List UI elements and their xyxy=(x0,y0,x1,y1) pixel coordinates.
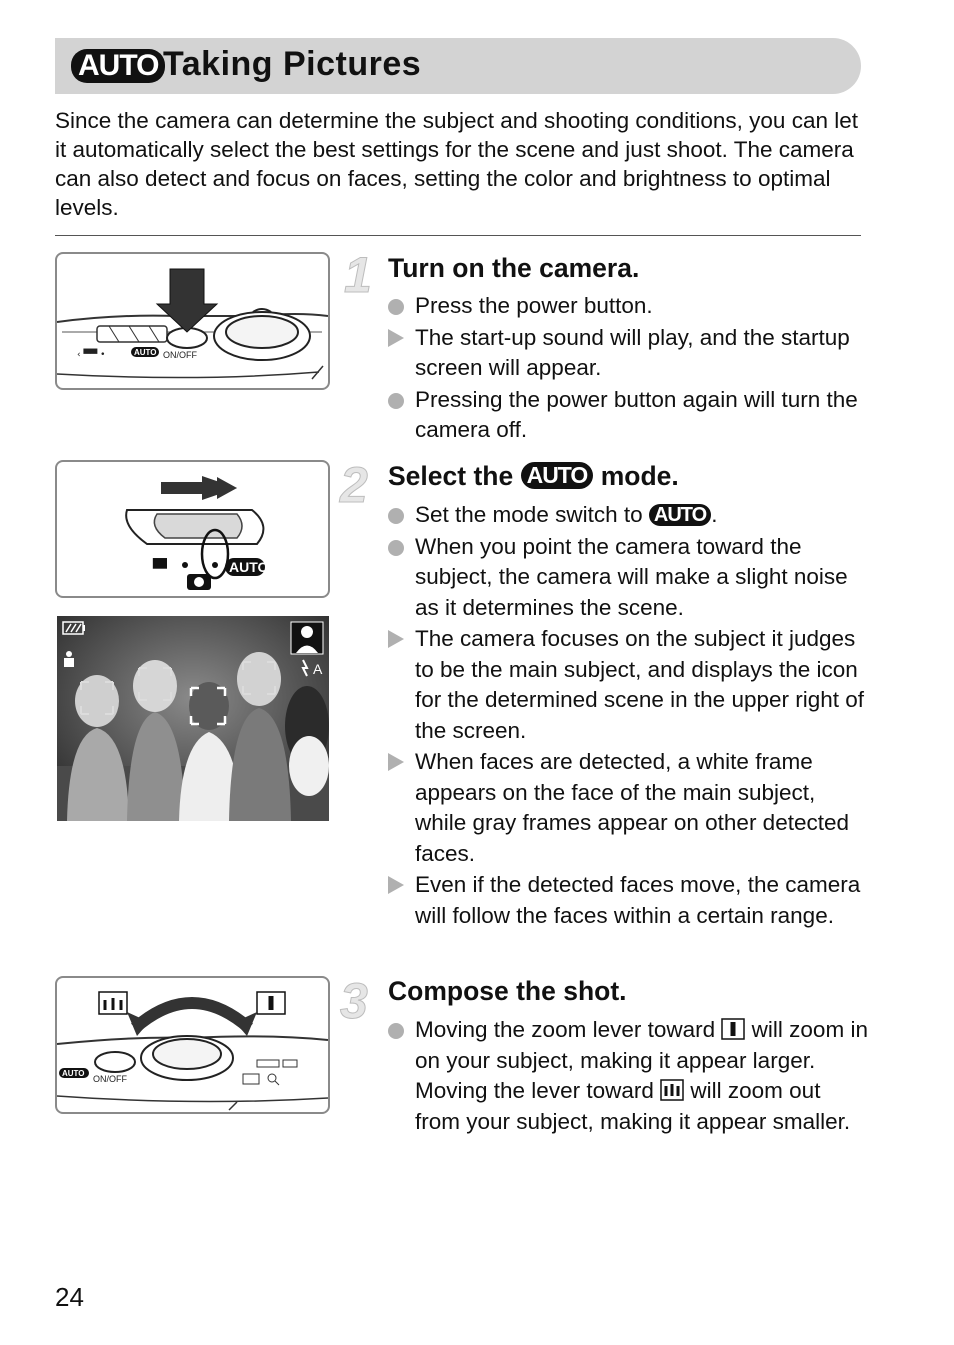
result-arrow-icon xyxy=(388,753,404,771)
result-arrow-icon xyxy=(388,630,404,648)
list-item xyxy=(388,532,868,624)
step-3-title: Compose the shot. xyxy=(388,976,627,1006)
list-item xyxy=(388,385,868,446)
auto-mode-icon: AUTO xyxy=(71,49,165,83)
svg-text:▀: ▀ xyxy=(153,559,167,580)
bullet-text: Even if the detected faces move, the camera will follow the faces within a certain range. xyxy=(415,872,861,928)
step-3-bullets xyxy=(388,1015,868,1138)
bullet-text: Moving the zoom lever toward xyxy=(415,1017,716,1042)
list-item xyxy=(388,291,868,322)
step-number-2: 2 xyxy=(340,457,368,513)
list-item xyxy=(388,323,868,384)
divider xyxy=(55,235,861,236)
list-item xyxy=(388,624,868,746)
bullet-dot-icon xyxy=(388,299,404,315)
mode-switch-illustration xyxy=(55,460,330,598)
bullet-text: When faces are detected, a white frame appears on the face of the main subject, while gray frames appear on other detected faces. xyxy=(415,749,850,866)
zoom-lever-illustration xyxy=(55,976,330,1114)
on-off-label: ON/OFF xyxy=(93,1074,127,1084)
telephoto-icon xyxy=(721,1018,745,1040)
step-2-title-before: Select the xyxy=(388,461,514,491)
bullet-text: Press the power button. xyxy=(415,293,653,318)
step-2-title xyxy=(388,461,679,492)
step-2-bullets xyxy=(388,500,868,932)
auto-label: AUTO xyxy=(134,348,157,357)
svg-text:‹ ▀▀ •: ‹ ▀▀ • xyxy=(77,350,106,360)
page-title: Taking Pictures xyxy=(163,45,422,83)
bullet-text-end: will zoom out from your subject, making it appear smaller. xyxy=(415,1078,851,1134)
bullet-dot-icon xyxy=(388,1023,404,1039)
face-detection-photo xyxy=(57,616,329,821)
auto-label: AUTO xyxy=(229,559,269,575)
wide-angle-icon xyxy=(660,1079,684,1101)
bullet-dot-icon xyxy=(388,540,404,556)
list-item xyxy=(388,500,868,531)
on-off-label: ON/OFF xyxy=(163,350,197,360)
flash-auto-label: A xyxy=(313,661,323,677)
page-number: 24 xyxy=(55,1282,84,1312)
bullet-text-middle: will zoom in on your subject, making it appear larger. Moving the lever toward xyxy=(415,1017,868,1103)
result-arrow-icon xyxy=(388,876,404,894)
bullet-dot-icon xyxy=(388,508,404,524)
list-item xyxy=(388,870,868,931)
result-arrow-icon xyxy=(388,329,404,347)
bullet-text: The camera focuses on the subject it judges to be the main subject, and displays the icon for the determined scene in the upper right of the screen. xyxy=(415,626,865,743)
step-1-bullets xyxy=(388,291,868,447)
list-item xyxy=(388,1015,868,1137)
auto-mode-icon: AUTO xyxy=(649,504,711,526)
step-2-title-after: mode. xyxy=(600,461,679,491)
auto-label: AUTO xyxy=(62,1069,85,1078)
step-number-1: 1 xyxy=(344,247,372,303)
page-title-bar xyxy=(55,38,861,94)
bullet-dot-icon xyxy=(388,393,404,409)
bullet-text: Set the mode switch to xyxy=(415,502,643,527)
bullet-text: Pressing the power button again will turn the camera off. xyxy=(415,386,858,442)
bullet-text: When you point the camera toward the subject, the camera will make a slight noise as it determines the scene. xyxy=(415,533,848,620)
auto-mode-icon: AUTO xyxy=(521,462,594,489)
power-button-illustration xyxy=(55,252,330,390)
bullet-text: The start-up sound will play, and the startup screen will appear. xyxy=(415,324,850,380)
intro-paragraph: Since the camera can determine the subject and shooting conditions, you can let it automatically select the best settings for the scene and just shoot. The camera can also detect and focus on faces, setting the color and brightness to optimal levels. xyxy=(55,108,858,220)
step-number-3: 3 xyxy=(340,973,368,1029)
bullet-text-end: . xyxy=(711,502,718,527)
step-1-title: Turn on the camera. xyxy=(388,253,640,283)
list-item xyxy=(388,747,868,869)
